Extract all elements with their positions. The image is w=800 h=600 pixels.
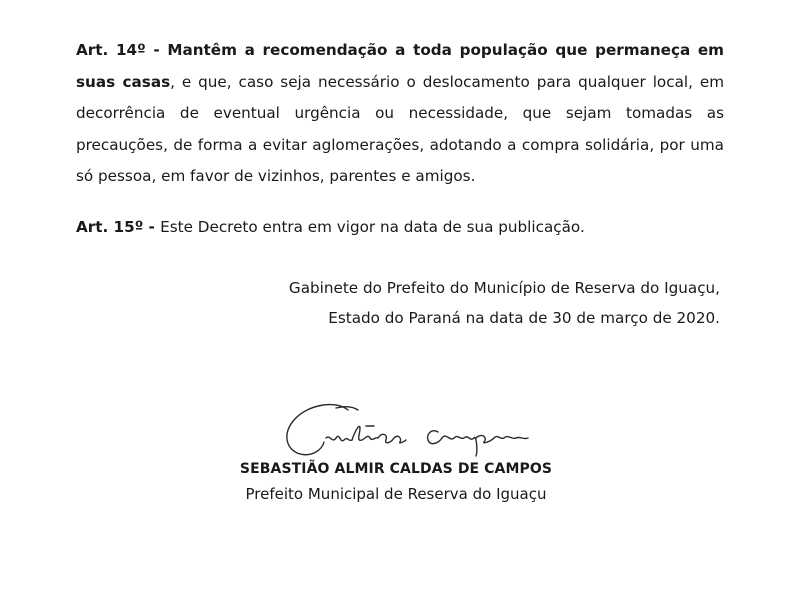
article-14-text: , e que, caso seja necessário o deslocamento para qualquer local, em decorrência de eventual urgência ou necessidade, que sejam tomadas as precauções, de forma a evitar aglomerações, adotando a compra solidária, por uma só pessoa, em favor de vizinhos, parentes e amigos.	[76, 72, 724, 185]
signatory-title: Prefeito Municipal de Reserva do Iguaçu	[245, 485, 547, 503]
closing-line-1: Gabinete do Prefeito do Município de Reserva do Iguaçu,	[288, 279, 720, 297]
article-14	[76, 35, 724, 193]
signatory-name: SEBASTIÃO ALMIR CALDAS DE CAMPOS	[239, 461, 553, 477]
handwritten-signature	[278, 398, 538, 468]
article-14-bold-text: Mantêm a recomendação a toda população que permaneça em suas casas	[76, 41, 725, 91]
article-14-label: Art. 14º -	[76, 41, 168, 59]
article-15-text: Este Decreto entra em vigor na data de sua publicação.	[160, 218, 585, 236]
article-15	[76, 212, 724, 244]
closing-line-2: Estado do Paraná na data de 30 de março de 2020.	[328, 309, 720, 327]
article-15-label: Art. 15º -	[76, 218, 161, 236]
